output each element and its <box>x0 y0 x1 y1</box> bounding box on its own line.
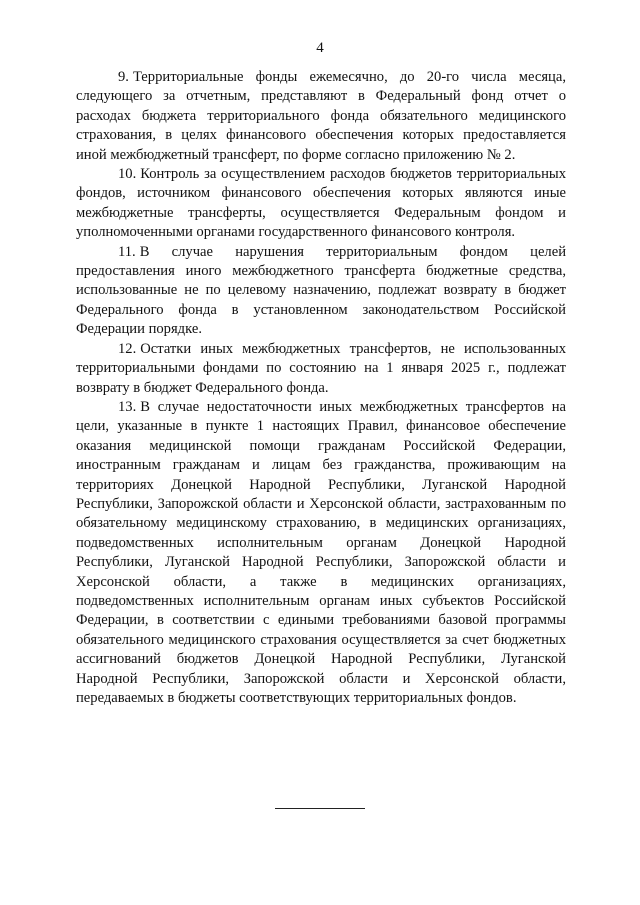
paragraph-text: Территориальные фонды ежемесячно, до 20-го числа месяца, следующего за отчетным, представляют в Федеральный фонд отчет о расходах бюджета территориального фонда обязательного медицинского страхования, в целях финансового обеспечения которых предоставляется иной межбюджетный трансферт, по форме согласно приложению № 2. <box>76 69 566 163</box>
paragraph-13 <box>76 398 566 709</box>
paragraph-9 <box>76 68 566 165</box>
paragraph-number: 9. <box>118 69 129 85</box>
paragraph-text: В случае нарушения территориальным фондом целей предоставления иного межбюджетного трансферта бюджетные средства, использованные не по целевому назначению, подлежат возврату в бюджет Федерального фонда в установленном законодательством Российской Федерации порядке. <box>76 243 566 338</box>
paragraph-text: Контроль за осуществлением расходов бюджетов территориальных фондов, источником финансового обеспечения которых являются иные межбюджетные трансферты, осуществляется Федеральным фондом и уполномоченными органами государственного финансового контроля. <box>76 166 566 241</box>
end-divider-line <box>275 808 365 809</box>
paragraph-11 <box>76 243 566 340</box>
paragraph-number: 11. <box>118 243 136 260</box>
paragraph-number: 12. <box>118 340 137 357</box>
paragraph-text: В случае недостаточности иных межбюджетных трансфертов на цели, указанные в пункте 1 настоящих Правил, финансовое обеспечение оказания медицинской помощи гражданам Российской Федерации, иностранным гражданам и лицам без гражданства, проживающим на территориях Донецкой Народной Республики, Луганской Народной Республики, Запорожской области и Херсонской области, застрахованным по обязательному медицинскому страхованию, в медицинских организациях, подведомственных исполнительным органам Донецкой Народной Республики, Луганской Народной Республики, Запорожской области и Херсонской области, а также в медицинских организациях, подведомственных исполнительным органам иных субъектов Российской Федерации, в соответствии с едиными требованиями базовой программы обязательного медицинского страхования осуществляется за счет бюджетных ассигнований бюджетов Донецкой Народной Республики, Луганской Народной Республики, Запорожской области и Херсонской области, передаваемых в бюджеты соответствующих территориальных фондов. <box>76 398 566 706</box>
paragraph-number: 13. <box>118 398 137 415</box>
page-number: 4 <box>316 40 324 56</box>
paragraph-10 <box>76 165 566 243</box>
paragraph-text: Остатки иных межбюджетных трансфертов, не использованных территориальными фондами по состоянию на 1 января 2025 г., подлежат возврату в бюджет Федерального фонда. <box>76 340 566 396</box>
paragraph-12 <box>76 340 566 398</box>
document-body <box>76 68 566 708</box>
paragraph-number: 10. <box>118 166 137 183</box>
